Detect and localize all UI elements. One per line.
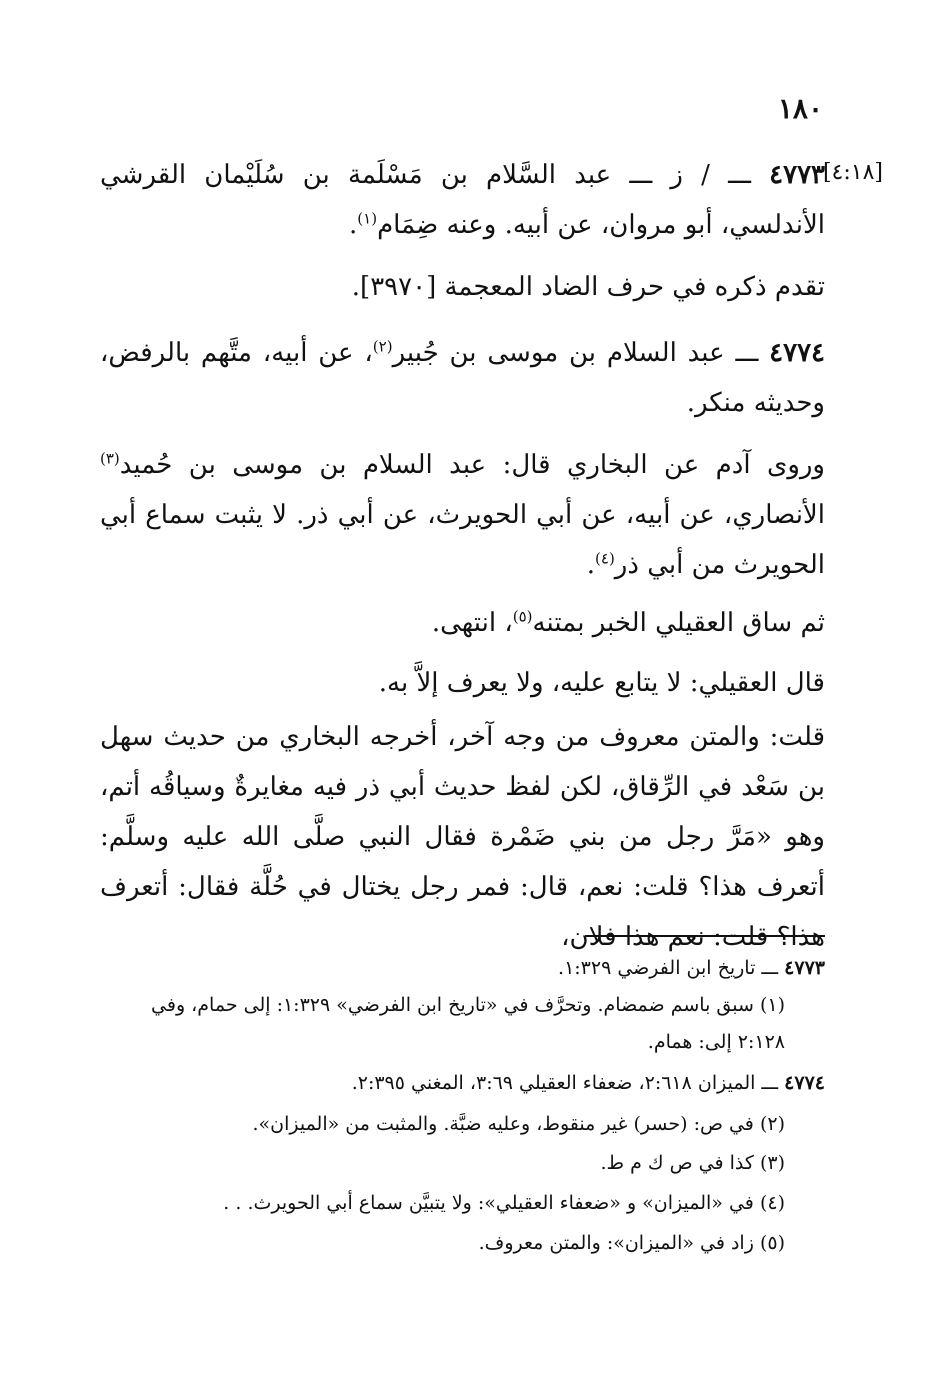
- footnote-label: (٣): [759, 1152, 785, 1174]
- entry-text-end: ، عن أبيه، متَّهم بالرفض، وحديثه منكر.: [100, 338, 825, 418]
- footnote-label: (٤): [759, 1192, 785, 1214]
- footnote-reference: (١): [357, 209, 378, 228]
- page-number: ١٨٠: [777, 92, 823, 125]
- footnote-reference: (٣): [100, 449, 120, 468]
- footnote-text: زاد في «الميزان»: والمتن معروف.: [478, 1232, 760, 1254]
- footnote-entry-number: ٤٧٧٤: [784, 1072, 825, 1094]
- volume-marker: [٤:١٨]: [822, 160, 883, 185]
- footnote-5: [100, 1225, 825, 1262]
- footnote-4: [100, 1185, 825, 1222]
- footnote-text: في «الميزان» و «ضعفاء العقيلي»: ولا يتبيَّن سماع أبي الحويرث. . .: [223, 1192, 760, 1214]
- footnote-2: [100, 1106, 825, 1143]
- quote-text: وروى آدم عن البخاري قال: عبد السلام بن موسى بن حُميد: [119, 450, 825, 480]
- footnote-label: (١): [759, 994, 785, 1016]
- footnote-source-4773: [100, 950, 825, 987]
- note-text-end: ، انتهى.: [431, 608, 513, 638]
- quote-text-middle: الأنصاري، عن أبيه، عن أبي الحويرث، عن أبي ذر. لا يثبت سماع أبي الحويرث من أبي ذر: [100, 500, 825, 580]
- footnote-separator: [585, 935, 825, 937]
- footnote-text: ـــ تاريخ ابن الفرضي ١:٣٢٩.: [558, 957, 785, 979]
- entry-text: ـــ / ز ـــ عبد السَّلام بن مَسْلَمة بن سُلَيْمان القرشي الأندلسي، أبو مروان، عن أبيه. وعنه ضِمَام: [100, 160, 825, 240]
- note-text: ثم ساق العقيلي الخبر بمتنه: [532, 608, 825, 638]
- uqayli-note: [100, 598, 825, 648]
- footnote-text: في ص: (حسر) غير منقوط، وعليه ضبَّة. والمثبت من «الميزان».: [252, 1113, 760, 1135]
- footnote-reference: (٢): [372, 337, 393, 356]
- footnote-reference: (٤): [595, 549, 615, 568]
- footnote-entry-number: ٤٧٧٣: [784, 957, 825, 979]
- entry-text-end: .: [349, 210, 358, 240]
- footnote-text: كذا في ص ك م ط.: [600, 1152, 760, 1174]
- entry-4773: [100, 150, 825, 250]
- entry-4773-note: تقدم ذكره في حرف الضاد المعجمة [٣٩٧٠].: [351, 272, 825, 302]
- entry-number: ٤٧٧٣: [769, 160, 825, 190]
- footnote-source-4774: [100, 1065, 825, 1102]
- entry-text: ـــ عبد السلام بن موسى بن جُبير: [392, 338, 770, 368]
- footnote-label: (٢): [759, 1113, 785, 1135]
- entry-number: ٤٧٧٤: [769, 338, 825, 368]
- author-comment: قلت: والمتن معروف من وجه آخر، أخرجه البخاري من حديث سهل بن سَعْد في الرِّقاق، لكن لفظ حديث أبي ذر فيه مغايرةٌ وسياقُه أتم، وهو «مَرَّ رجل من بني ضَمْرة فقال النبي صلَّى الله عليه وسلَّم: أتعرف هذا؟ قلت: نعم، قال: فمر رجل يختال في حُلَّة فقال: أتعرف هذا؟ قلت: نعم هذا فلان،: [100, 722, 825, 952]
- footnote-text: سبق باسم ضمضام. وتحرَّف في «تاريخ ابن الفرضي» ١:٣٢٩: إلى حمام، وفي ٢:١٢٨ إلى: همام.: [151, 994, 785, 1053]
- bukhari-quote: [100, 440, 825, 590]
- footnote-3: [100, 1145, 825, 1182]
- quote-text-end: .: [586, 550, 596, 580]
- footnote-label: (٥): [759, 1232, 785, 1254]
- entry-4774: [100, 328, 825, 428]
- footnote-reference: (٥): [512, 607, 533, 626]
- footnote-1: [100, 987, 825, 1061]
- footnote-text: ـــ الميزان ٢:٦١٨، ضعفاء العقيلي ٣:٦٩، المغني ٢:٣٩٥.: [351, 1072, 785, 1094]
- uqayli-statement: قال العقيلي: لا يتابع عليه، ولا يعرف إلاَّ به.: [378, 668, 825, 698]
